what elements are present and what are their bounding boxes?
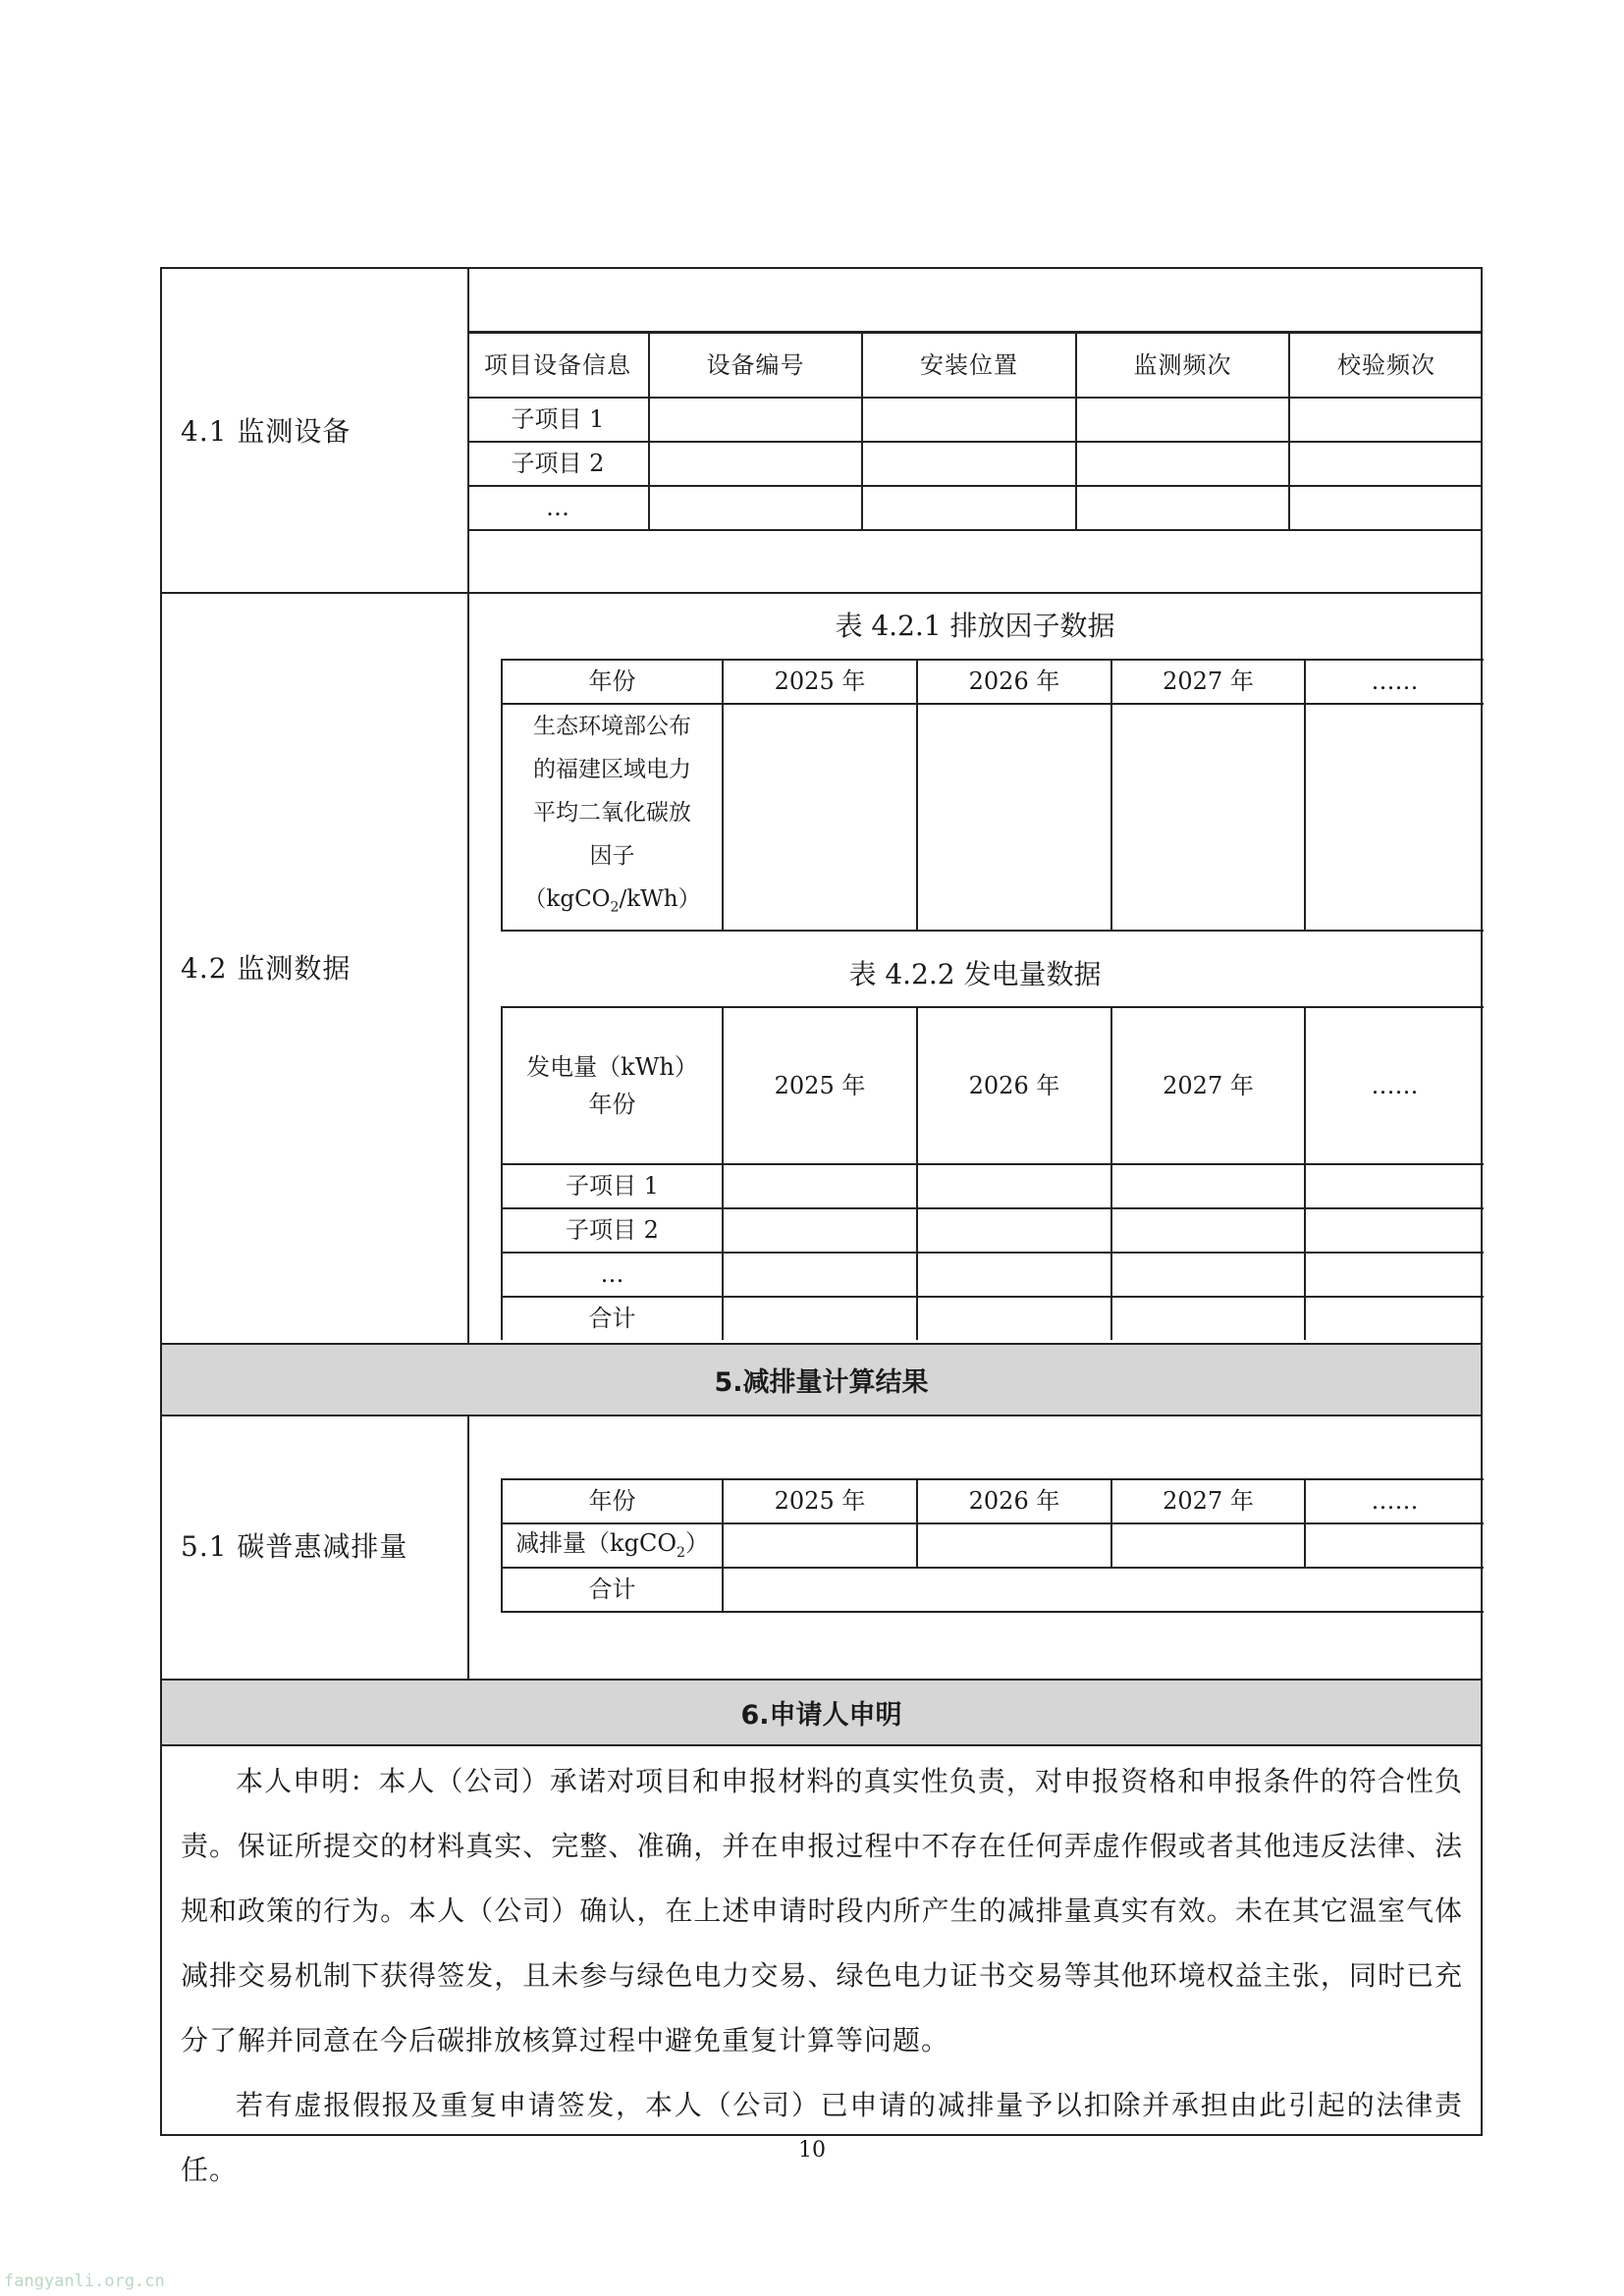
table-row-label: 合计 [502, 1297, 723, 1340]
year-cell: …… [1305, 1007, 1484, 1164]
table-cell[interactable] [1111, 1164, 1305, 1208]
table-4-2-1-caption: 表 4.2.1 排放因子数据 [835, 610, 1115, 642]
table-cell[interactable] [723, 1164, 917, 1208]
table-cell[interactable] [1305, 1164, 1484, 1208]
year-cell: 2027 年 [1111, 1007, 1305, 1164]
label-4-1-monitoring-equipment: 4.1 监测设备 [181, 415, 352, 448]
label-4-2-monitoring-data: 4.2 监测数据 [181, 952, 352, 985]
declaration-paragraph: 若有虚报假报及重复申请签发，本人（公司）已申请的减排量予以扣除并承担由此引起的法律责任。 [181, 2089, 1463, 2186]
total-row-label: 合计 [502, 1568, 723, 1612]
diagonal-header-cell: 发电量（kWh） 年份 [502, 1007, 723, 1164]
year-cell: 2026 年 [917, 1479, 1111, 1523]
table-row-label: 子项目 1 [467, 398, 649, 442]
table-cell[interactable] [1111, 1523, 1305, 1568]
year-cell: 2026 年 [917, 660, 1111, 704]
table-cell[interactable] [917, 704, 1111, 931]
table-cell[interactable] [1305, 1297, 1484, 1340]
year-cell: 2025 年 [723, 1479, 917, 1523]
year-cell: 2027 年 [1111, 1479, 1305, 1523]
section-5-title: 5.减排量计算结果 [162, 1345, 1481, 1415]
table-cell[interactable] [862, 398, 1076, 442]
table-cell[interactable] [1305, 704, 1484, 931]
table-cell[interactable] [723, 1297, 917, 1340]
table-cell[interactable] [1289, 442, 1483, 486]
emission-reduction-table [501, 1478, 1484, 1613]
year-header: 年份 [502, 660, 723, 704]
table-cell[interactable] [917, 1208, 1111, 1253]
power-generation-table [501, 1006, 1484, 1340]
table-cell[interactable] [1289, 486, 1483, 530]
table-cell[interactable] [1076, 442, 1289, 486]
reduction-row-label: 减排量（kgCO$_2$） [502, 1523, 723, 1568]
table-cell[interactable] [1076, 398, 1289, 442]
equipment-table [467, 332, 1483, 531]
year-cell: …… [1305, 660, 1484, 704]
watermark-text: fangyanli.org.cn [4, 2271, 165, 2291]
table-cell[interactable] [1076, 486, 1289, 530]
table-cell[interactable] [1305, 1208, 1484, 1253]
year-cell: 2026 年 [917, 1007, 1111, 1164]
emission-factor-label: 生态环境部公布 的福建区域电力 平均二氧化碳放 因子（kgCO$_2$/kWh） [502, 704, 723, 931]
table-row-label: 子项目 2 [502, 1208, 723, 1253]
table-cell[interactable] [649, 398, 862, 442]
year-cell: …… [1305, 1479, 1484, 1523]
year-cell: 2025 年 [723, 660, 917, 704]
table-cell[interactable] [1305, 1523, 1484, 1568]
table-cell[interactable] [917, 1523, 1111, 1568]
year-cell: 2027 年 [1111, 660, 1305, 704]
table-cell[interactable] [723, 704, 917, 931]
year-cell: 2025 年 [723, 1007, 917, 1164]
table-row-label: 子项目 2 [467, 442, 649, 486]
table-cell[interactable] [723, 1253, 917, 1297]
table-cell[interactable] [723, 1208, 917, 1253]
page-number: 10 [798, 2138, 826, 2163]
year-header: 年份 [502, 1479, 723, 1523]
equipment-header: 设备编号 [649, 333, 862, 398]
table-cell[interactable] [649, 486, 862, 530]
table-cell[interactable] [1305, 1253, 1484, 1297]
total-cell[interactable] [723, 1568, 1484, 1612]
table-cell[interactable] [1111, 704, 1305, 931]
table-cell[interactable] [649, 442, 862, 486]
table-cell[interactable] [723, 1523, 917, 1568]
declaration-paragraph: 本人申明：本人（公司）承诺对项目和申报材料的真实性负责，对申报资格和申报条件的符合性负责。保证所提交的材料真实、完整、准确，并在申报过程中不存在任何弄虚作假或者其他违反法律、法规和政策的行为。本人（公司）确认，在上述申请时段内所产生的减排量真实有效。未在其它温室气体减排交易机制下获得签发，且未参与绿色电力交易、绿色电力证书交易等其他环境权益主张，同时已充分了解并同意在今后碳排放核算过程中避免重复计算等问题。 [181, 1765, 1463, 2056]
table-row-label: … [467, 486, 649, 530]
table-row-label: 子项目 1 [502, 1164, 723, 1208]
emission-factor-table [501, 659, 1484, 932]
table-cell[interactable] [1111, 1253, 1305, 1297]
section-6-title: 6.申请人申明 [162, 1681, 1481, 1744]
equipment-header: 项目设备信息 [467, 333, 649, 398]
table-4-2-2-caption: 表 4.2.2 发电量数据 [848, 958, 1102, 990]
table-cell[interactable] [862, 486, 1076, 530]
table-cell[interactable] [1289, 398, 1483, 442]
table-cell[interactable] [1111, 1208, 1305, 1253]
equipment-header: 校验频次 [1289, 333, 1483, 398]
table-cell[interactable] [917, 1164, 1111, 1208]
table-row-label: … [502, 1253, 723, 1297]
table-cell[interactable] [862, 442, 1076, 486]
equipment-header: 安装位置 [862, 333, 1076, 398]
table-cell[interactable] [917, 1253, 1111, 1297]
table-cell[interactable] [917, 1297, 1111, 1340]
declaration-text [181, 1749, 1463, 2203]
table-cell[interactable] [1111, 1297, 1305, 1340]
equipment-header: 监测频次 [1076, 333, 1289, 398]
label-5-1-carbon-reduction: 5.1 碳普惠减排量 [181, 1530, 408, 1563]
